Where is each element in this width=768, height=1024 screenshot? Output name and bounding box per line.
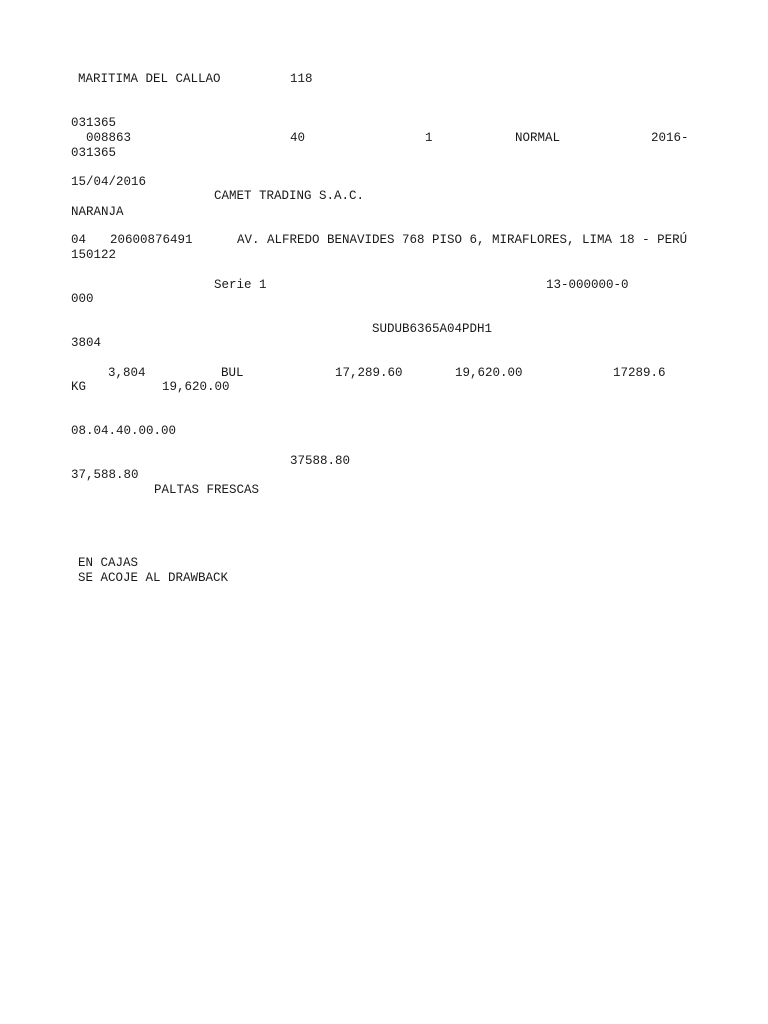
declaration-ref-a: 031365 — [71, 116, 117, 130]
goods-description: PALTAS FRESCAS — [154, 483, 260, 497]
fob-value-raw: 37588.80 — [290, 454, 351, 468]
note-drawback: SE ACOJE AL DRAWBACK — [78, 571, 229, 585]
exporter-ruc: 20600876491 — [110, 233, 193, 247]
weight-unit: KG — [71, 380, 87, 394]
exporter-city: NARANJA — [71, 205, 124, 219]
series-code-suffix: 000 — [71, 292, 94, 306]
package-count: 3,804 — [108, 366, 146, 380]
declaration-year: 2016- — [651, 131, 689, 145]
gross-weight-2: 19,620.00 — [162, 380, 230, 394]
series-label: Serie 1 — [214, 278, 267, 292]
regime: NORMAL — [515, 131, 561, 145]
declaration-ref-b: 031365 — [71, 146, 117, 160]
exporter-address: AV. ALFREDO BENAVIDES 768 PISO 6, MIRAFLORES, LIMA 18 - PERÚ — [237, 233, 688, 247]
gross-weight: 19,620.00 — [455, 366, 523, 380]
container-id: SUDUB6365A04PDH1 — [372, 322, 493, 336]
declaration-number: 008863 — [86, 131, 132, 145]
net-weight-raw: 17289.6 — [613, 366, 666, 380]
declaration-date: 15/04/2016 — [71, 175, 147, 189]
package-type: BUL — [221, 366, 244, 380]
fob-value: 37,588.80 — [71, 468, 139, 482]
net-weight: 17,289.60 — [335, 366, 403, 380]
series-code: 13-000000-0 — [546, 278, 629, 292]
note-packing: EN CAJAS — [78, 556, 139, 570]
declaration-field-1: 1 — [425, 131, 433, 145]
office-code: 118 — [290, 72, 313, 86]
declaration-field-40: 40 — [290, 131, 306, 145]
customs-office: MARITIMA DEL CALLAO — [78, 72, 221, 86]
exporter-doc-type: 04 — [71, 233, 87, 247]
exporter-name: CAMET TRADING S.A.C. — [214, 189, 365, 203]
tariff-code: 08.04.40.00.00 — [71, 424, 177, 438]
packages-ref: 3804 — [71, 336, 102, 350]
exporter-ubigeo: 150122 — [71, 248, 117, 262]
